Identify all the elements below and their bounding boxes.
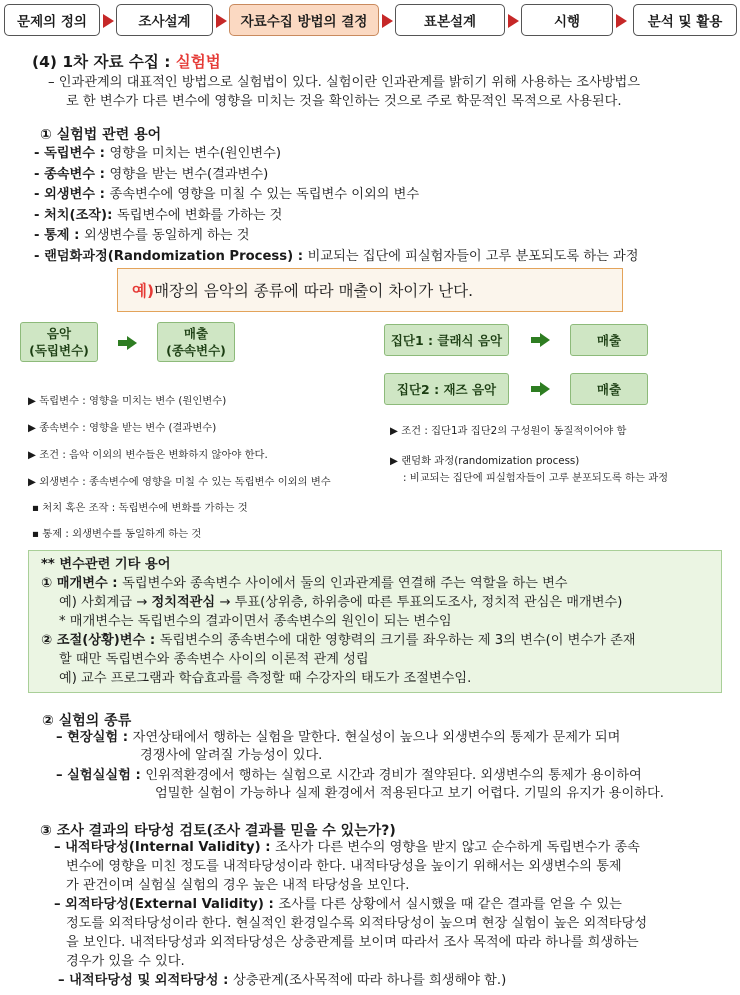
term-name: - 외생변수 : bbox=[34, 187, 110, 202]
types-heading: ② 실험의 종류 bbox=[42, 713, 132, 729]
terms-heading: ① 실험법 관련 용어 bbox=[40, 127, 162, 143]
term-desc: 영향을 미치는 변수(원인변수) bbox=[109, 146, 282, 161]
note-dependent: ▶ 종속변수 : 영향을 받는 변수 (결과변수) bbox=[28, 422, 217, 434]
example-text: 매장의 음악의 종류에 따라 매출이 차이가 난다. bbox=[154, 282, 474, 300]
section-title bbox=[32, 50, 221, 72]
field-experiment-desc: 자연상태에서 행하는 실험을 말한다. 현실성이 높으나 외생변수의 통제가 문제가 되며 bbox=[132, 730, 621, 745]
both-validity-term: – 내적타당성 및 외적타당성 : bbox=[58, 973, 233, 988]
other-terms-heading: ** 변수관련 기타 용어 bbox=[41, 557, 171, 572]
field-experiment-line bbox=[56, 728, 620, 747]
group2-box: 집단2 : 재즈 음악 bbox=[384, 373, 509, 405]
term-desc: 외생변수를 동일하게 하는 것 bbox=[84, 228, 250, 243]
note-control: ▪ 통제 : 외생변수를 동일하게 하는 것 bbox=[32, 528, 202, 540]
box-label: 매출 bbox=[183, 326, 209, 341]
other-terms-panel bbox=[28, 550, 722, 693]
term-item bbox=[34, 144, 639, 165]
term-name: - 랜덤화과정(Randomization Process) : bbox=[34, 248, 308, 264]
mediator-example bbox=[59, 593, 622, 612]
mediator-desc: 독립변수와 종속변수 사이에서 둘의 인과관계를 연결해 주는 역할을 하는 변수 bbox=[122, 576, 568, 591]
box-sublabel: (종속변수) bbox=[166, 343, 226, 358]
external-validity-desc: 조사를 다른 상황에서 실시했을 때 같은 결과를 얻을 수 있는 bbox=[278, 897, 622, 912]
internal-validity-desc-3: 가 관건이며 실험실 실험의 경우 높은 내적 타당성을 보인다. bbox=[66, 878, 410, 893]
arrow-right-icon bbox=[531, 382, 551, 396]
note-group-condition: ▶ 조건 : 집단1과 집단2의 구성원이 동질적이어야 함 bbox=[390, 425, 627, 437]
mediator-example-bold: 정치적관심 bbox=[151, 595, 216, 610]
step-data-collection-method: 자료수집 방법의 결정 bbox=[229, 4, 379, 36]
lab-experiment-desc: 인위적환경에서 행하는 실험으로 시간과 경비가 절약된다. 외생변수의 통제가 용이하여 bbox=[145, 768, 642, 783]
step-sample-design: 표본설계 bbox=[395, 4, 505, 36]
flow-arrow-icon bbox=[508, 14, 519, 28]
moderator-line bbox=[41, 631, 636, 650]
group1-box: 집단1 : 클래식 음악 bbox=[384, 324, 509, 356]
step-analysis-usage: 분석 및 활용 bbox=[633, 4, 737, 36]
independent-variable-box bbox=[20, 322, 98, 362]
moderator-term: ② 조절(상황)변수 : bbox=[41, 633, 160, 648]
term-name: - 종속변수 : bbox=[34, 166, 110, 182]
step-problem-definition: 문제의 정의 bbox=[4, 4, 100, 36]
flow-arrow-icon bbox=[216, 14, 227, 28]
mediator-term: ① 매개변수 : bbox=[41, 576, 123, 591]
external-validity-line bbox=[54, 895, 622, 914]
step-research-design: 조사설계 bbox=[116, 4, 213, 36]
term-item bbox=[34, 206, 639, 227]
mediator-example-pre: 예) 사회계급 → bbox=[59, 595, 152, 610]
external-validity-desc-2: 정도를 외적타당성이라 한다. 현실적인 환경일수록 외적타당성이 높으며 현장 실험이 높은 외적타당성 bbox=[66, 916, 648, 931]
dependent-variable-box bbox=[157, 322, 235, 362]
term-desc: 비교되는 집단에 피실험자들이 고루 분포되도록 하는 과정 bbox=[307, 248, 639, 264]
external-validity-term: – 외적타당성(External Validity) : bbox=[54, 897, 279, 912]
flow-arrow-icon bbox=[616, 14, 627, 28]
term-item bbox=[34, 247, 639, 268]
example-box bbox=[117, 268, 623, 312]
internal-validity-term: – 내적타당성(Internal Validity) : bbox=[54, 840, 276, 855]
note-independent: ▶ 독립변수 : 영향을 미치는 변수 (원인변수) bbox=[28, 395, 227, 407]
group2-sales-box: 매출 bbox=[570, 373, 648, 405]
validity-heading: ③ 조사 결과의 타당성 검토(조사 결과를 믿을 수 있는가?) bbox=[40, 823, 396, 839]
arrow-right-icon bbox=[118, 336, 138, 350]
note-condition: ▶ 조건 : 음악 이외의 변수들은 변화하지 않아야 한다. bbox=[28, 449, 268, 461]
lab-experiment-desc-2: 엄밀한 실험이 가능하나 실제 환경에서 적용된다고 보기 어렵다. 기밀의 유지가 용이하다. bbox=[155, 786, 664, 801]
moderator-desc: 독립변수의 종속변수에 대한 영향력의 크기를 좌우하는 제 3의 변수(이 변수가 존재 bbox=[159, 633, 636, 648]
lab-experiment-term: – 실험실실험 : bbox=[56, 768, 146, 783]
box-label: 음악 bbox=[46, 326, 72, 341]
external-validity-desc-3: 을 보인다. 내적타당성과 외적타당성은 상충관계를 보이며 따라서 조사 목적에 따라 하나를 희생하는 bbox=[66, 935, 639, 950]
term-desc: 영향을 받는 변수(결과변수) bbox=[109, 166, 269, 182]
term-item bbox=[34, 165, 639, 186]
note-treatment: ▪ 처치 혹은 조작 : 독립변수에 변화를 가하는 것 bbox=[32, 502, 248, 514]
lab-experiment-line bbox=[56, 766, 642, 785]
flow-arrow-icon bbox=[382, 14, 393, 28]
term-name: - 독립변수 : bbox=[34, 146, 110, 161]
both-validity-line bbox=[58, 971, 506, 990]
box-sublabel: (독립변수) bbox=[29, 343, 89, 358]
field-experiment-term: – 현장실험 : bbox=[56, 730, 133, 745]
note-randomization-desc: : 비교되는 집단에 피실험자들이 고루 분포되도록 하는 과정 bbox=[403, 472, 669, 484]
mediator-note: * 매개변수는 독립변수의 결과이면서 종속변수의 원인이 되는 변수임 bbox=[59, 614, 452, 629]
note-extraneous: ▶ 외생변수 : 종속변수에 영향을 미칠 수 있는 독립변수 이외의 변수 bbox=[28, 476, 331, 488]
internal-validity-desc-2: 변수에 영향을 미친 정도를 내적타당성이라 한다. 내적타당성을 높이기 위해서는 외생변수의 통제 bbox=[66, 859, 622, 874]
arrow-right-icon bbox=[531, 333, 551, 347]
term-desc: 독립변수에 변화를 가하는 것 bbox=[116, 207, 283, 223]
intro-line-2: 로 한 변수가 다른 변수에 영향을 미치는 것을 확인하는 것으로 주로 학문적인 목적으로 사용된다. bbox=[66, 94, 622, 109]
term-desc: 종속변수에 영향을 미칠 수 있는 독립변수 이외의 변수 bbox=[109, 187, 420, 202]
term-name: - 통제 : bbox=[34, 228, 84, 243]
term-item bbox=[34, 226, 639, 247]
note-randomization: ▶ 랜덤화 과정(randomization process) bbox=[390, 455, 580, 467]
term-name: - 처치(조작): bbox=[34, 207, 117, 223]
internal-validity-line bbox=[54, 838, 640, 857]
terms-list bbox=[34, 144, 639, 267]
flow-arrow-icon bbox=[103, 14, 114, 28]
field-experiment-desc-2: 경쟁사에 알려질 가능성이 있다. bbox=[140, 748, 323, 763]
group1-sales-box: 매출 bbox=[570, 324, 648, 356]
moderator-desc-2: 할 때만 독립변수와 종속변수 사이의 이론적 관계 성립 bbox=[59, 652, 369, 667]
external-validity-desc-4: 경우가 있을 수 있다. bbox=[66, 954, 185, 969]
step-execution: 시행 bbox=[521, 4, 613, 36]
example-label: 예) bbox=[132, 282, 155, 300]
both-validity-desc: 상충관계(조사목적에 따라 하나를 희생해야 함.) bbox=[232, 973, 507, 988]
term-item bbox=[34, 185, 639, 206]
intro-line-1: – 인과관계의 대표적인 방법으로 실험법이 있다. 실험이란 인과관계를 밝히기 위해 사용하는 조사방법으 bbox=[48, 75, 640, 90]
moderator-example: 예) 교수 프로그램과 학습효과를 측정할 때 수강자의 태도가 조절변수임. bbox=[59, 671, 472, 686]
mediator-line bbox=[41, 574, 568, 593]
mediator-example-post: → 투표(상위층, 하위층에 따른 투표의도조사, 정치적 관심은 매개변수) bbox=[215, 595, 623, 610]
section-title-prefix: (4) 1차 자료 수집 : bbox=[32, 53, 176, 71]
section-title-highlight: 실험법 bbox=[175, 53, 221, 71]
internal-validity-desc: 조사가 다른 변수의 영향을 받지 않고 순수하게 독립변수가 종속 bbox=[275, 840, 640, 855]
